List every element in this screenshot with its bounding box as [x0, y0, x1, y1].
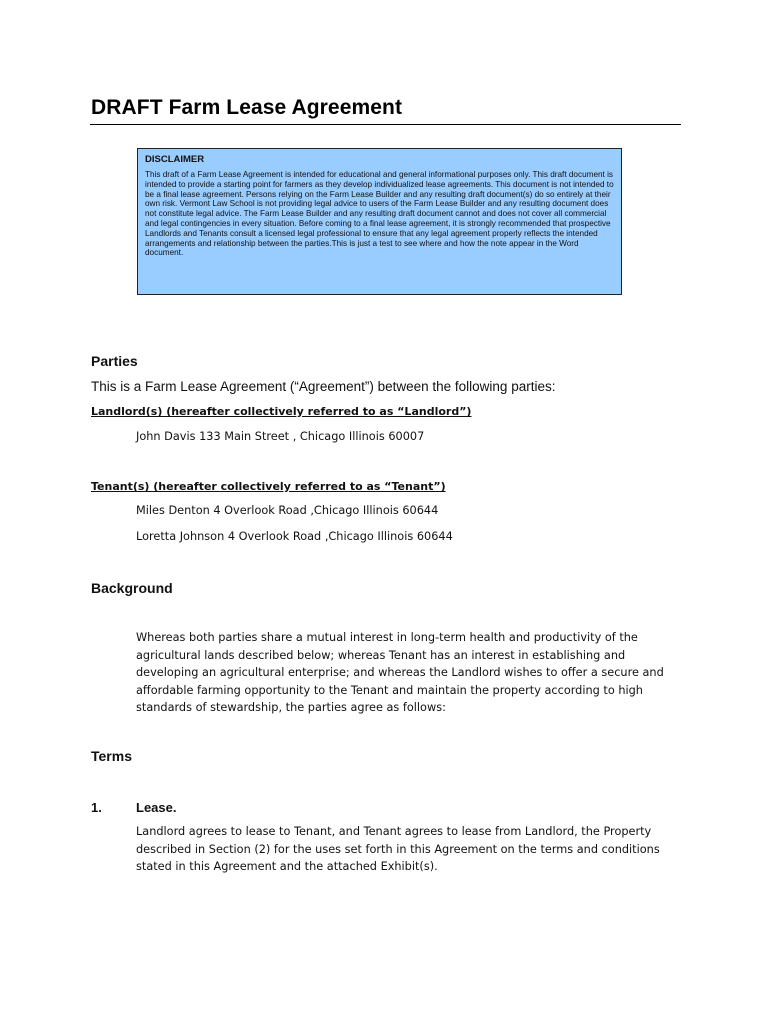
terms-heading: Terms — [91, 748, 132, 764]
landlord-entry: John Davis 133 Main Street , Chicago Illinois 60007 — [136, 430, 425, 443]
tenant-heading: Tenant(s) (hereafter collectively referred to as “Tenant”) — [91, 480, 446, 493]
background-heading: Background — [91, 580, 173, 596]
section-number: 1. — [91, 800, 102, 815]
section-title: Lease. — [136, 800, 177, 815]
tenant-entry: Loretta Johnson 4 Overlook Road ,Chicago Illinois 60644 — [136, 530, 453, 543]
disclaimer-box — [137, 148, 622, 295]
document-title: DRAFT Farm Lease Agreement — [91, 96, 403, 119]
landlord-heading: Landlord(s) (hereafter collectively referred to as “Landlord”) — [91, 405, 472, 418]
title-underline — [90, 124, 681, 125]
disclaimer-heading: DISCLAIMER — [145, 154, 205, 165]
background-text: Whereas both parties share a mutual interest in long-term health and productivity of the agricultural lands described below; whereas Tenant has an interest in establishing and developing an agricultural enterprise; and whereas the Landlord wishes to offer a secure and affordable farming opportunity to the Tenant and maintain the property according to high standards of stewardship, the parties agree as follows: — [136, 631, 664, 715]
tenant-entry: Miles Denton 4 Overlook Road ,Chicago Illinois 60644 — [136, 504, 439, 517]
parties-heading: Parties — [91, 353, 138, 369]
parties-intro: This is a Farm Lease Agreement (“Agreement”) between the following parties: — [91, 379, 556, 394]
disclaimer-body: This draft of a Farm Lease Agreement is intended for educational and general informational purposes only. This draft document is intended to provide a starting point for farmers as they develop individualized lease agreements. This document is not intended to be a final lease agreement. Persons relying on the Farm Lease Builder and any resulting draft document(s) do so entirely at their own risk. Vermont Law School is not providing legal advice to users of the Farm Lease Builder and any resulting document does not constitute legal advice. The Farm Lease Builder and any resulting draft document cannot and does not cover all commercial and legal contingencies in every situation. Before coming to a final lease agreement, it is strongly recommended that prospective Landlords and Tenants consult a licensed legal professional to ensure that any legal agreement properly reflects the intended arrangements and relationship between the parties.This is just a test to see where and how the note appear in the Word document. — [145, 170, 614, 258]
section-text: Landlord agrees to lease to Tenant, and Tenant agrees to lease from Landlord, the Property described in Section (2) for the uses set forth in this Agreement on the terms and conditions stated in this Agreement and the attached Exhibit(s). — [136, 825, 660, 874]
